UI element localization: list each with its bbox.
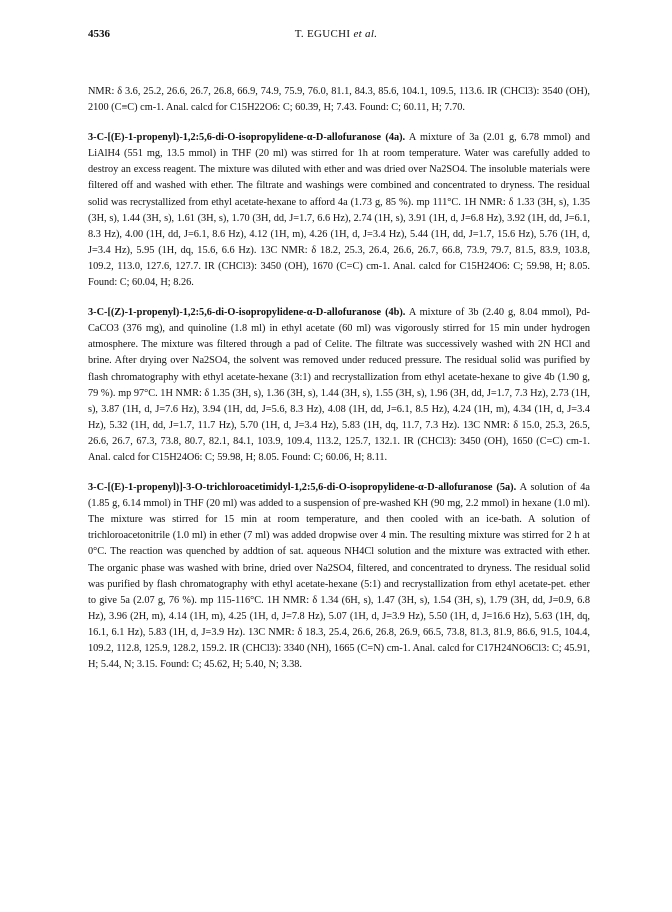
running-head	[0, 28, 672, 40]
paragraph-text: NMR: δ 3.6, 25.2, 26.6, 26.7, 26.8, 66.9, 74.9, 75.9, 76.0, 81.1, 84.3, 85.6, 104.1, 109.5, 113.6. IR (CHCl3): 3540 (OH), 2100 (C≡C) cm-1. Anal. calcd for C15H22O6: C; 60.39, H; 7.43. Found: C; 60.11, H; 7.70.	[88, 86, 590, 114]
paragraph-text: A mixture of 3a (2.01 g, 6.78 mmol) and LiAlH4 (551 mg, 13.5 mmol) in THF (20 ml) was stirred for 1h at room temperature. Water was carefully added to destroy an excess reagent. The mixture was diluted with ether and was dried over Na2SO4. The insoluble materials were filtered off and washed with ether. The filtrate and washings were combined and concentrated to dryness. The residual solid was recrystallized from ethyl acetate-hexane to afford 4a (1.73 g, 85 %). mp 111°C. 1H NMR: δ 1.33 (3H, s), 1.35 (3H, s), 1.44 (3H, s), 1.61 (3H, s), 1.70 (3H, dd, J=1.7, 6.6 Hz), 2.74 (1H, s), 3.91 (1H, d, J=6.8 Hz), 3.92 (1H, dd, J=6.1, 8.3 Hz), 4.00 (1H, dd, J=6.1, 8.6 Hz), 4.12 (1H, m), 4.26 (1H, d, J=3.4 Hz), 5.44 (1H, dd, J=1.7, 15.6 Hz), 5.76 (1H, d, J=3.4 Hz), 5.95 (1H, dq, 15.6, 6.6 Hz). 13C NMR: δ 18.2, 25.3, 26.4, 26.6, 26.7, 66.8, 73.9, 79.7, 81.5, 83.9, 103.8, 109.2, 113.0, 127.6, 127.7. IR (CHCl3): 3450 (OH), 1670 (C=C) cm-1. Anal. calcd for C15H24O6: C; 59.98, H; 8.05. Found: C; 60.04, H; 8.26.	[88, 132, 590, 289]
paragraph-text: A solution of 4a (1.85 g, 6.14 mmol) in THF (20 ml) was added to a suspension of pre-washed KH (90 mg, 2.2 mmol) in hexane (1.0 ml). The mixture was stirred for 15 min at room temperature, and then cooled with an ice-bath. A solution of trichloroacetonitrile (1.0 ml) in ether (7 ml) was added dropwise over 4 min. The resulting mixture was stirred for 2 h at 0°C. The reaction was quenched by addtion of sat. aqueous NH4Cl solution and the mixture was extracted with ether. The organic phase was washed with brine, dried over Na2SO4, filtered, and concentrated to dryness. The residual solid was purified by flash chromatography with ethyl acetate-hexane (5:1) and recrystallization from ethyl acetate-pet. ether to give 5a (2.07 g, 76 %). mp 115-116°C. 1H NMR: δ 1.34 (6H, s), 1.47 (3H, s), 1.54 (3H, s), 1.79 (3H, dd, J=0.9, 6.8 Hz), 3.96 (2H, m), 4.14 (1H, m), 4.25 (1H, d, J=7.8 Hz), 5.07 (1H, d, J=3.9 Hz), 5.50 (1H, d, J=16.6 Hz), 5.63 (1H, dq, 16.1, 6.1 Hz), 5.83 (1H, d, J=3.9 Hz). 13C NMR: δ 18.3, 25.4, 26.6, 26.8, 26.9, 66.5, 73.8, 81.3, 81.9, 86.6, 91.5, 104.4, 109.2, 112.8, 125.9, 128.2, 159.2. IR (CHCl3): 3340 (NH), 1665 (C=N) cm-1. Anal. calcd for C17H24NO6Cl3: C; 45.91, H; 5.44, N; 3.15. Found: C; 45.62, H; 5.40, N; 3.38.	[88, 482, 590, 671]
experimental-4a	[88, 130, 590, 291]
compound-title: 3-C-[(Z)-1-propenyl)-1,2:5,6-di-O-isopropylidene-α-D-allofuranose (4b).	[88, 307, 406, 319]
running-head-author: T. EGUCHI	[294, 28, 351, 40]
page-number: 4536	[88, 28, 110, 40]
running-head-etal: et al.	[353, 28, 378, 40]
experimental-4b	[88, 305, 590, 466]
compound-title: 3-C-[(E)-1-propenyl)-1,2:5,6-di-O-isopropylidene-α-D-allofuranose (4a).	[88, 132, 406, 144]
experimental-5a	[88, 480, 590, 673]
compound-title: 3-C-[(E)-1-propenyl)]-3-O-trichloroacetimidyl-1,2:5,6-di-O-isopropylidene-α-D-allofuranose (5a).	[88, 482, 517, 494]
article-body	[88, 84, 590, 673]
paragraph-continued	[88, 84, 590, 116]
paragraph-text: A mixture of 3b (2.40 g, 8.04 mmol), Pd-CaCO3 (376 mg), and quinoline (1.8 ml) in ethyl acetate (60 ml) was vigorously stirred for 15 min under hydrogen atmosphere. The mixture was filtered through a pad of Celite. The filtrate was successively washed with 2N HCl and brine. After drying over Na2SO4, the solvent was removed under reduced pressure. The residual solid was purified by flash chromatography with ethyl acetate-hexane (3:1) and recrystallization from ethyl acetate-hexane to give 4b (1.90 g, 79 %). mp 97°C. 1H NMR: δ 1.35 (3H, s), 1.36 (3H, s), 1.44 (3H, s), 1.55 (3H, s), 1.96 (3H, dd, J=1.7, 7.3 Hz), 2.73 (1H, s), 3.87 (1H, d, J=7.6 Hz), 3.94 (1H, dd, J=5.6, 8.3 Hz), 4.08 (1H, dd, J=6.1, 8.5 Hz), 4.24 (1H, m), 4.34 (1H, d, J=3.4 Hz), 5.32 (1H, dd, J=1.7, 11.7 Hz), 5.70 (1H, d, J=3.4 Hz), 5.83 (1H, dq, 11.7, 7.3 Hz). 13C NMR: δ 15.0, 25.3, 26.5, 26.6, 26.7, 67.3, 73.8, 80.7, 82.1, 84.1, 103.9, 109.4, 113.2, 125.7, 132.1. IR (CHCl3): 3450 (OH), 1650 (C=C) cm-1. Anal. calcd for C15H24O6: C; 59.98, H; 8.05. Found: C; 60.06, H; 8.11.	[88, 307, 590, 463]
